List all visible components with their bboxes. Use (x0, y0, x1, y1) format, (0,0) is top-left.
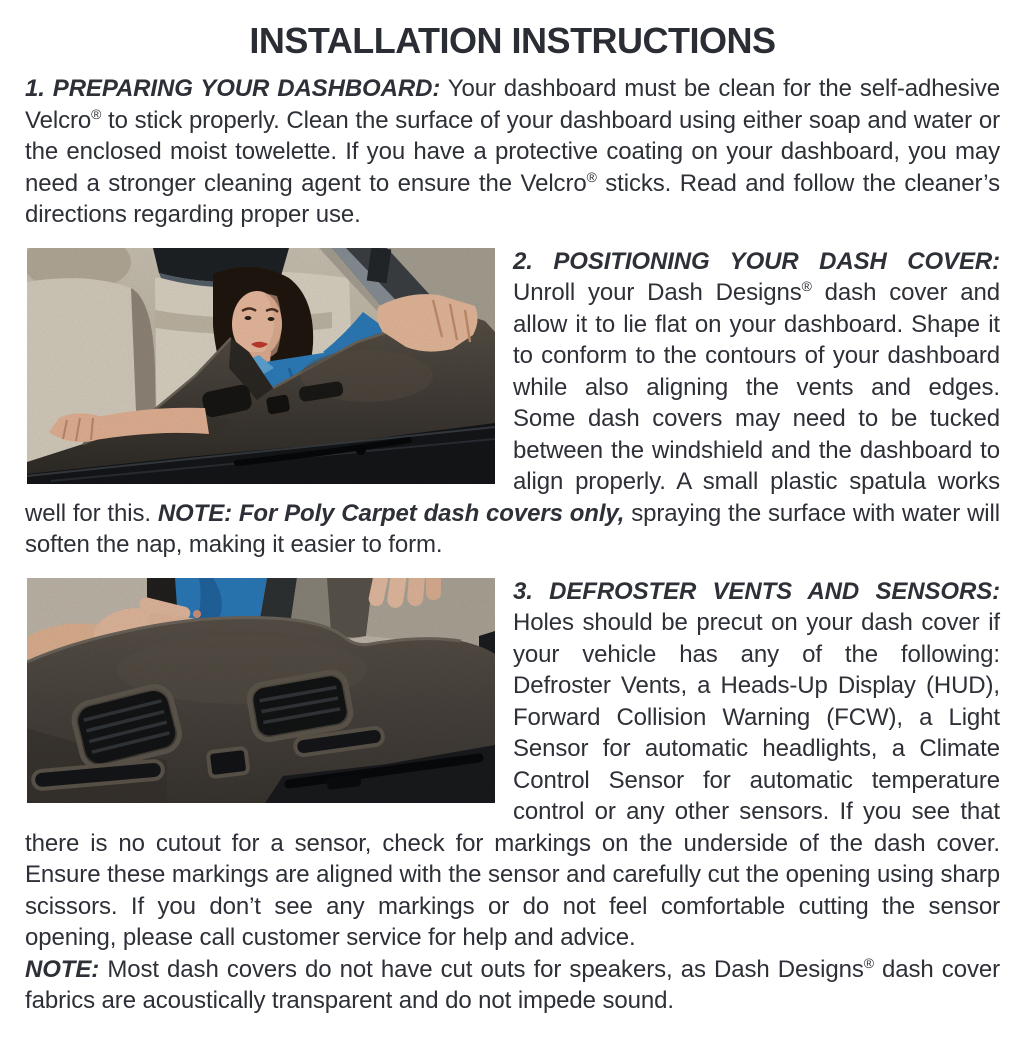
instruction-sheet (0, 20, 1024, 1017)
section-3-body: Holes should be precut on your dash cover if your vehicle has any of the following: Defroster Vents, a Heads-Up Display (HUD), Forward Collision Warning (FCW), a Light Sensor for automatic headlights, a Climate Control Sensor for automatic temperature control or any other sensors. If you see that there is no cutout for a sensor, check for markings on the underside of the dash cover. Ensure these markings are aligned with the sensor and carefully cut the opening using sharp scissors. If you don’t see any markings or do not feel comfortable cutting the sensor opening, please call customer service for help and advice. (25, 609, 1000, 951)
section-3 (25, 576, 1000, 954)
section-2-heading: 2. POSITIONING YOUR DASH COVER: (513, 247, 1000, 275)
poly-carpet-note: NOTE: For Poly Carpet dash covers only, (157, 499, 625, 527)
section-3-heading: 3. DEFROSTER VENTS AND SENSORS: (513, 577, 1000, 605)
section-1-body: Your dashboard must be clean for the self-adhesive Velcro® to stick properly. Clean the surface of your dashboard using either soap and water or the enclosed moist towelette. If you have a protective coating on your dashboard, you may need a stronger cleaning agent to ensure the Velcro® sticks. Read and follow the cleaner’s directions regarding proper use. (25, 75, 1000, 228)
section-2-body-end: spraying the surface with water will soften the nap, making it easier to form. (25, 499, 1001, 558)
footer-note-body: Most dash covers do not have cut outs for speakers, as Dash Designs® dash cover fabrics are acoustically transparent and do not impede sound. (25, 954, 1000, 1014)
section-2-body: Unroll your Dash Designs® dash cover and allow it to lie flat on your dashboard. Shape it to conform to the contours of your dashboard while also aligning the vents and edges. Some dash covers may need to be tucked between the windshield and the dashboard to align properly. A small plastic spatula works well for this. (25, 278, 1000, 527)
footer-note-paragraph (25, 954, 1000, 1017)
page-title: INSTALLATION INSTRUCTIONS (249, 20, 776, 61)
defroster-vents-photo (27, 578, 495, 803)
positioning-photo-illustration (27, 248, 495, 484)
footer-note-label: NOTE: (25, 955, 100, 983)
section-1-paragraph (25, 73, 1000, 231)
section-2 (25, 246, 1000, 561)
defroster-photo-illustration (27, 578, 495, 803)
positioning-photo (27, 248, 495, 484)
section-1-heading: 1. PREPARING YOUR DASHBOARD: (25, 75, 441, 102)
